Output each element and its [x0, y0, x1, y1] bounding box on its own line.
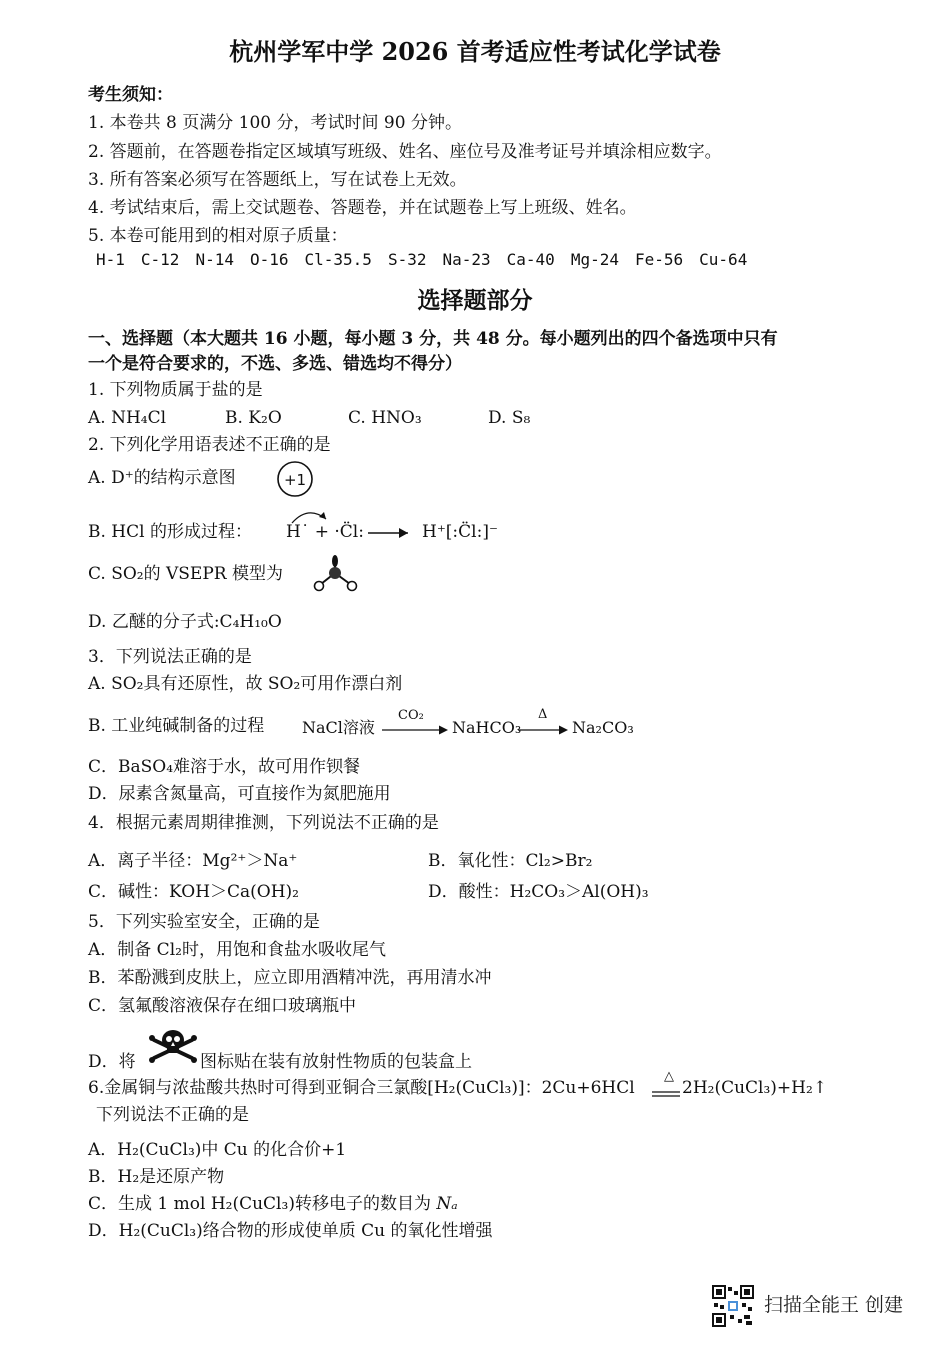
- q6-option-a: A．H₂(CuCl₃)中 Cu 的化合价+1: [88, 1140, 347, 1160]
- q2-stem: 2. 下列化学用语表述不正确的是: [88, 435, 331, 455]
- q6-option-c-text: C．生成 1 mol H₂(CuCl₃)转移电子的数目为: [88, 1194, 437, 1214]
- q2-b-reactants: H˙ + ·C̈l:: [286, 522, 364, 542]
- q6-stem2: 下列说法不正确的是: [96, 1105, 249, 1125]
- part1-instructions-line2: 一个是符合要求的，不选、多选、错选均不得分）: [88, 354, 462, 374]
- vsepr-model-icon: [310, 553, 360, 593]
- skull-crossbones-icon: [148, 1026, 198, 1066]
- atomic-mass: N-14: [195, 250, 234, 269]
- atomic-mass: H-1: [96, 250, 125, 269]
- notice-heading: 考生须知：: [88, 85, 173, 105]
- q2-option-a: A. D⁺的结构示意图: [88, 468, 236, 488]
- q5-stem: 5．下列实验室安全，正确的是: [88, 912, 320, 932]
- equals-sign-icon: [652, 1090, 680, 1098]
- q4-stem: 4．根据元素周期律推测，下列说法不正确的是: [88, 813, 439, 833]
- avogadro-symbol: Nₐ: [436, 1194, 458, 1214]
- part1-instructions-line1: 一、选择题（本大题共 16 小题，每小题 3 分，共 48 分。每小题列出的四个备选项中只有: [88, 329, 778, 349]
- q3-b-arrow2-label: Δ: [538, 707, 548, 722]
- q1-option-a: A. NH₄Cl: [88, 408, 167, 428]
- atomic-mass-list: [96, 251, 763, 269]
- notice-item-5: 5. 本卷可能用到的相对原子质量：: [88, 226, 348, 246]
- atomic-mass: O-16: [249, 250, 289, 269]
- reaction-arrow-icon: [518, 724, 572, 736]
- q6-option-c: [88, 1195, 458, 1215]
- reaction-arrow-icon: [382, 724, 452, 736]
- notice-item-3: 3. 所有答案必须写在答题纸上，写在试卷上无效。: [88, 170, 467, 190]
- notice-item-1: 1. 本卷共 8 页满分 100 分，考试时间 90 分钟。: [88, 113, 462, 133]
- atomic-mass: C-12: [140, 250, 180, 269]
- atomic-mass: Na-23: [442, 250, 491, 269]
- q3-stem: 3．下列说法正确的是: [88, 647, 252, 667]
- q4-option-c: C．碱性：KOH＞Ca(OH)₂: [88, 882, 299, 902]
- q6-option-d: D．H₂(CuCl₃)络合物的形成使单质 Cu 的氧化性增强: [88, 1221, 493, 1241]
- scanner-watermark: 扫描全能王 创建: [764, 1294, 904, 1316]
- notice-item-4: 4. 考试结束后，需上交试题卷、答题卷，并在试题卷上写上班级、姓名。: [88, 198, 637, 218]
- q3-option-d: D．尿素含氮量高，可直接作为氮肥施用: [88, 784, 391, 804]
- q2-b-product: H⁺[:C̈l:]⁻: [422, 522, 498, 542]
- reaction-arrow-icon: [368, 526, 416, 540]
- q2-option-b: B. HCl 的形成过程：: [88, 522, 252, 542]
- q1-option-b: B. K₂O: [225, 408, 282, 428]
- q1-stem: 1. 下列物质属于盐的是: [88, 380, 263, 400]
- q3-b-mid: NaHCO₃: [452, 718, 522, 737]
- nucleus-diagram: [273, 460, 317, 498]
- atomic-mass: S-32: [387, 250, 427, 269]
- q5-option-b: B．苯酚溅到皮肤上，应立即用酒精冲洗，再用清水冲: [88, 968, 492, 988]
- atomic-mass: Cl-35.5: [304, 250, 372, 269]
- q4-option-a: A．离子半径：Mg²⁺＞Na⁺: [88, 851, 298, 871]
- q3-b-arrow1-label: CO₂: [398, 708, 424, 723]
- q3-option-a: A. SO₂具有还原性，故 SO₂可用作漂白剂: [88, 674, 403, 694]
- q5-option-c: C．氢氟酸溶液保存在细口玻璃瓶中: [88, 996, 357, 1016]
- q6-condition: △: [664, 1069, 674, 1084]
- q6-stem: 6.金属铜与浓盐酸共热时可得到亚铜合三氯酸[H₂(CuCl₃)]：2Cu+6HCl: [88, 1078, 635, 1098]
- q6-option-b: B．H₂是还原产物: [88, 1167, 225, 1187]
- atomic-mass: Fe-56: [634, 250, 684, 269]
- q5-option-d-prefix: D．将: [88, 1052, 136, 1072]
- q2-option-d: D. 乙醚的分子式:C₄H₁₀O: [88, 612, 282, 632]
- q4-option-d: D．酸性：H₂CO₃＞Al(OH)₃: [428, 882, 649, 902]
- q2-option-c: C. SO₂的 VSEPR 模型为: [88, 564, 283, 584]
- page-title: 杭州学军中学 2026 首考适应性考试化学试卷: [229, 37, 721, 66]
- nucleus-charge: +1: [283, 471, 307, 489]
- atomic-mass: Mg-24: [570, 250, 619, 269]
- q6-products: 2H₂(CuCl₃)+H₂↑: [682, 1078, 828, 1098]
- atomic-mass: Cu-64: [699, 250, 748, 269]
- q1-option-c: C. HNO₃: [348, 408, 422, 428]
- atomic-mass: Ca-40: [506, 250, 555, 269]
- q4-option-b: B．氧化性：Cl₂>Br₂: [428, 851, 593, 871]
- notice-item-2: 2. 答题前，在答题卷指定区域填写班级、姓名、座位号及准考证号并填涂相应数字。: [88, 142, 722, 162]
- qr-code-icon: [712, 1285, 754, 1327]
- q3-b-end: Na₂CO₃: [572, 718, 634, 737]
- electron-transfer-arrow-icon: [286, 507, 336, 525]
- q3-option-b: B. 工业纯碱制备的过程: [88, 716, 265, 736]
- section-title: 选择题部分: [417, 287, 533, 314]
- q3-b-start: NaCl溶液: [302, 718, 375, 737]
- q5-option-a: A．制备 Cl₂时，用饱和食盐水吸收尾气: [88, 940, 386, 960]
- q3-option-c: C．BaSO₄难溶于水，故可用作钡餐: [88, 757, 361, 777]
- q1-option-d: D. S₈: [488, 408, 531, 428]
- q5-option-d-suffix: 图标贴在装有放射性物质的包装盒上: [200, 1052, 472, 1072]
